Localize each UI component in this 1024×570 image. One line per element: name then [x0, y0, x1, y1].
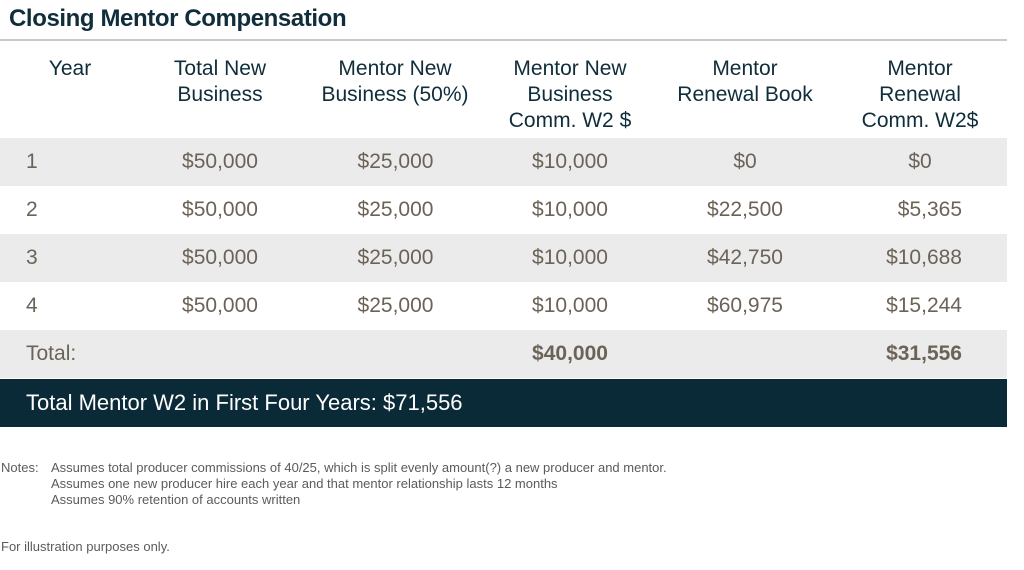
header-line: Business	[527, 83, 613, 106]
title-divider	[0, 39, 1007, 41]
cell-mentor-new-business: $25,000	[357, 246, 434, 269]
cell-mentor-new-business: $25,000	[357, 294, 434, 317]
cell-year: 2	[26, 198, 38, 221]
total-label: Total:	[26, 342, 77, 365]
header-year-label: Year	[48, 57, 92, 80]
cell-total-new-business: $50,000	[182, 150, 258, 173]
total-w2-text: Total Mentor W2 in First Four Years: $71,556	[26, 390, 463, 415]
header-line: Renewal	[879, 83, 961, 106]
cell-mentor-comm: $10,000	[532, 198, 608, 221]
cell-renewal-book: $60,975	[707, 294, 783, 317]
header-year	[30, 56, 110, 82]
cell-total-new-business: $50,000	[182, 294, 258, 317]
table-row	[0, 234, 1007, 282]
header-line: Business	[177, 83, 263, 106]
page-title: Closing Mentor Compensation	[9, 5, 347, 32]
cell-year: 4	[26, 294, 38, 317]
cell-renewal-comm: $0	[908, 150, 932, 173]
header-line: Comm. W2$	[861, 109, 979, 132]
cell-mentor-new-business: $25,000	[357, 150, 434, 173]
cell-mentor-comm: $10,000	[532, 294, 608, 317]
cell-mentor-comm: $10,000	[532, 150, 608, 173]
total-renewal-comm: $31,556	[886, 342, 962, 365]
note-line: Assumes total producer commissions of 40/25, which is split evenly amount(?) a new producer and mentor.	[51, 460, 667, 475]
cell-renewal-comm: $5,365	[897, 198, 962, 221]
notes-label: Notes:	[1, 460, 39, 475]
table-row	[0, 138, 1007, 186]
cell-year: 3	[26, 246, 38, 269]
cell-mentor-comm: $10,000	[532, 246, 608, 269]
cell-renewal-book: $22,500	[707, 198, 783, 221]
cell-renewal-comm: $15,244	[886, 294, 962, 317]
note-line: Assumes 90% retention of accounts written	[51, 492, 301, 507]
table-row	[0, 186, 1007, 234]
header-mentor-renewal-comm	[845, 56, 995, 134]
cell-year: 1	[26, 150, 38, 173]
header-line: Mentor	[712, 57, 778, 80]
header-line: Renewal Book	[677, 83, 813, 106]
header-total-new-business	[150, 56, 290, 108]
disclaimer: For illustration purposes only.	[1, 539, 170, 554]
table-row	[0, 282, 1007, 330]
total-mentor-comm: $40,000	[532, 342, 608, 365]
header-mentor-new-business	[310, 56, 480, 108]
compensation-table	[0, 45, 1007, 378]
cell-renewal-book: $0	[733, 150, 757, 173]
cell-renewal-book: $42,750	[707, 246, 783, 269]
header-line: Comm. W2 $	[508, 109, 632, 132]
header-mentor-renewal-book	[660, 56, 830, 108]
cell-renewal-comm: $10,688	[886, 246, 962, 269]
cell-total-new-business: $50,000	[182, 198, 258, 221]
note-line: Assumes one new producer hire each year and that mentor relationship lasts 12 months	[51, 476, 558, 491]
header-line: Mentor New	[338, 57, 452, 80]
header-line: Mentor	[887, 57, 953, 80]
header-line: Total New	[173, 57, 267, 80]
header-line: Business (50%)	[321, 83, 469, 106]
cell-mentor-new-business: $25,000	[357, 198, 434, 221]
header-mentor-comm	[495, 56, 645, 134]
table-header	[0, 45, 1007, 138]
total-w2-banner	[0, 379, 1007, 427]
total-row	[0, 330, 1007, 378]
header-line: Mentor New	[513, 57, 627, 80]
cell-total-new-business: $50,000	[182, 246, 258, 269]
notes-list	[51, 460, 667, 508]
